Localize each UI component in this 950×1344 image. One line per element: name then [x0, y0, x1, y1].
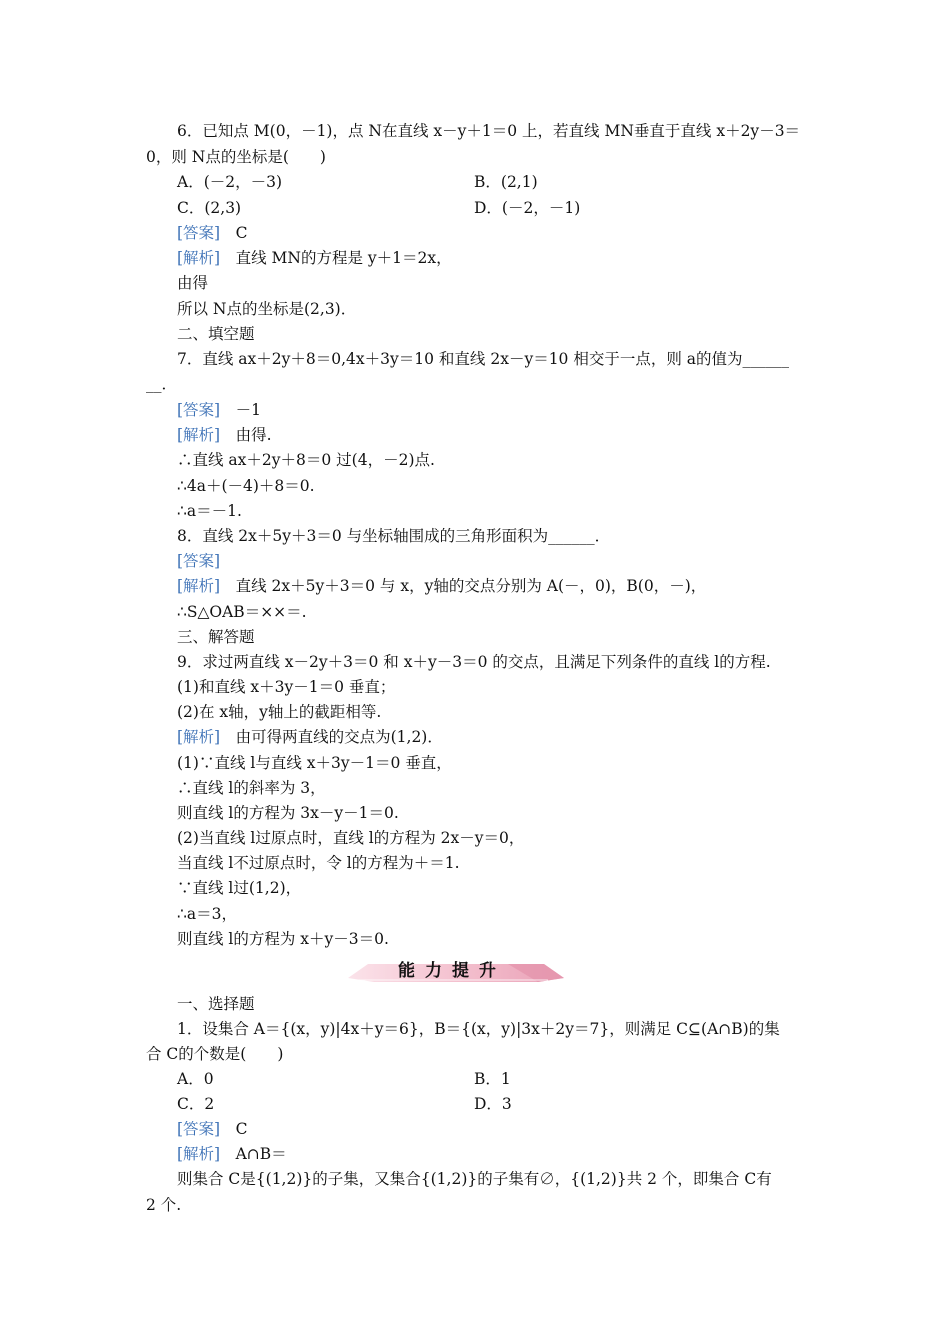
analysis-tag: [解析] — [177, 1145, 221, 1163]
q6-option-b: B．(2,1) — [474, 173, 538, 191]
analysis-text: A∩B＝ — [220, 1145, 287, 1163]
b1-analysis-1 — [177, 1143, 287, 1165]
section-choice: 一、选择题 — [177, 995, 255, 1013]
section-solve: 三、解答题 — [177, 628, 255, 646]
q7-answer — [177, 399, 261, 421]
q9-step-8: 则直线 l的方程为 x＋y－3＝0. — [177, 930, 389, 948]
q6-options-row2 — [177, 197, 581, 219]
q9-step-7: ∴a＝3， — [177, 905, 237, 923]
q9-analysis-0 — [177, 726, 443, 748]
q8-analysis-1 — [177, 575, 706, 597]
answer-value: C — [220, 224, 248, 242]
b1-stem-line2: 合 C的个数是( ) — [146, 1045, 284, 1063]
q6-analysis-1 — [177, 247, 452, 269]
q7-stem-line2: __． — [146, 375, 178, 393]
analysis-tag: [解析] — [177, 728, 221, 746]
analysis-tag: [解析] — [177, 577, 221, 595]
ability-banner — [338, 958, 566, 984]
q6-stem-line2: 0，则 N点的坐标是( ) — [146, 148, 326, 166]
b1-analysis-2: 则集合 C是{(1,2)}的子集，又集合{(1,2)}的子集有∅，{(1,2)}共 2 个，即集合 C有 — [177, 1170, 772, 1188]
analysis-text: 直线 MN的方程是 y＋1＝2x， — [220, 249, 452, 267]
b1-analysis-3: 2 个. — [146, 1196, 182, 1214]
answer-tag: [答案] — [177, 401, 221, 419]
q9-condition-2: (2)在 x轴，y轴上的截距相等. — [177, 703, 382, 721]
q6-analysis-3: 所以 N点的坐标是(2,3)． — [177, 300, 357, 318]
q7-analysis-4: ∴a＝－1. — [177, 502, 242, 520]
b1-option-d: D．3 — [474, 1095, 512, 1113]
q6-answer — [177, 222, 247, 244]
q7-analysis-2: ∴直线 ax＋2y＋8＝0 过(4，－2)点. — [177, 451, 435, 469]
q6-stem-line1: 6．已知点 M(0，－1)，点 N在直线 x－y＋1＝0 上，若直线 MN垂直于直线 x＋2y－3＝ — [177, 122, 801, 140]
q6-option-d: D．(－2，－1) — [474, 199, 581, 217]
q6-option-a: A．(－2，－3) — [177, 173, 283, 191]
analysis-text: 直线 2x＋5y＋3＝0 与 x，y轴的交点分别为 A(－，0)，B(0，－)， — [220, 577, 707, 595]
q7-analysis-3: ∴4a＋(－4)＋8＝0. — [177, 477, 315, 495]
answer-tag: [答案] — [177, 1120, 221, 1138]
q9-step-1: (1)∵直线 l与直线 x＋3y－1＝0 垂直， — [177, 754, 452, 772]
analysis-tag: [解析] — [177, 249, 221, 267]
q9-step-5: 当直线 l不过原点时，令 l的方程为＋＝1. — [177, 854, 460, 872]
answer-tag: [答案] — [177, 224, 221, 242]
b1-option-b: B．1 — [474, 1070, 511, 1088]
analysis-text: 由可得两直线的交点为(1,2)． — [220, 728, 443, 746]
b1-option-a: A．0 — [177, 1070, 214, 1088]
q8-stem: 8．直线 2x＋5y＋3＝0 与坐标轴围成的三角形面积为______． — [177, 527, 611, 545]
q9-stem: 9．求过两直线 x－2y＋3＝0 和 x＋y－3＝0 的交点，且满足下列条件的直线 l的方程. — [177, 653, 771, 671]
section-fill-in: 二、填空题 — [177, 325, 255, 343]
q7-analysis-1 — [177, 424, 272, 446]
q9-step-3: 则直线 l的方程为 3x－y－1＝0. — [177, 804, 399, 822]
q7-stem-line1: 7．直线 ax＋2y＋8＝0,4x＋3y＝10 和直线 2x－y＝10 相交于一点，则 a的值为______ — [177, 350, 790, 368]
answer-value: －1 — [220, 401, 261, 419]
q6-analysis-2: 由得 — [177, 274, 209, 292]
q9-step-6: ∵直线 l过(1,2)， — [177, 879, 302, 897]
q6-option-c: C．(2,3) — [177, 199, 242, 217]
b1-options-row2 — [177, 1093, 512, 1115]
q6-options-row1 — [177, 171, 538, 193]
q9-step-4: (2)当直线 l过原点时，直线 l的方程为 2x－y＝0， — [177, 829, 525, 847]
q9-step-2: ∴直线 l的斜率为 3， — [177, 779, 326, 797]
b1-options-row1 — [177, 1068, 511, 1090]
answer-value: C — [220, 1120, 248, 1138]
q8-analysis-2: ∴S△OAB＝××＝. — [177, 603, 307, 621]
b1-answer — [177, 1118, 247, 1140]
b1-stem-line1: 1．设集合 A＝{(x，y)|4x＋y＝6}，B＝{(x，y)|3x＋2y＝7}，则满足 C⊆(A∩B)的集 — [177, 1020, 780, 1038]
analysis-text: 由得. — [220, 426, 272, 444]
q9-condition-1: (1)和直线 x＋3y－1＝0 垂直； — [177, 678, 396, 696]
answer-tag: [答案] — [177, 552, 221, 570]
analysis-tag: [解析] — [177, 426, 221, 444]
banner-title: 能力提升 — [398, 961, 506, 981]
b1-option-c: C．2 — [177, 1095, 215, 1113]
q8-answer — [177, 550, 220, 572]
